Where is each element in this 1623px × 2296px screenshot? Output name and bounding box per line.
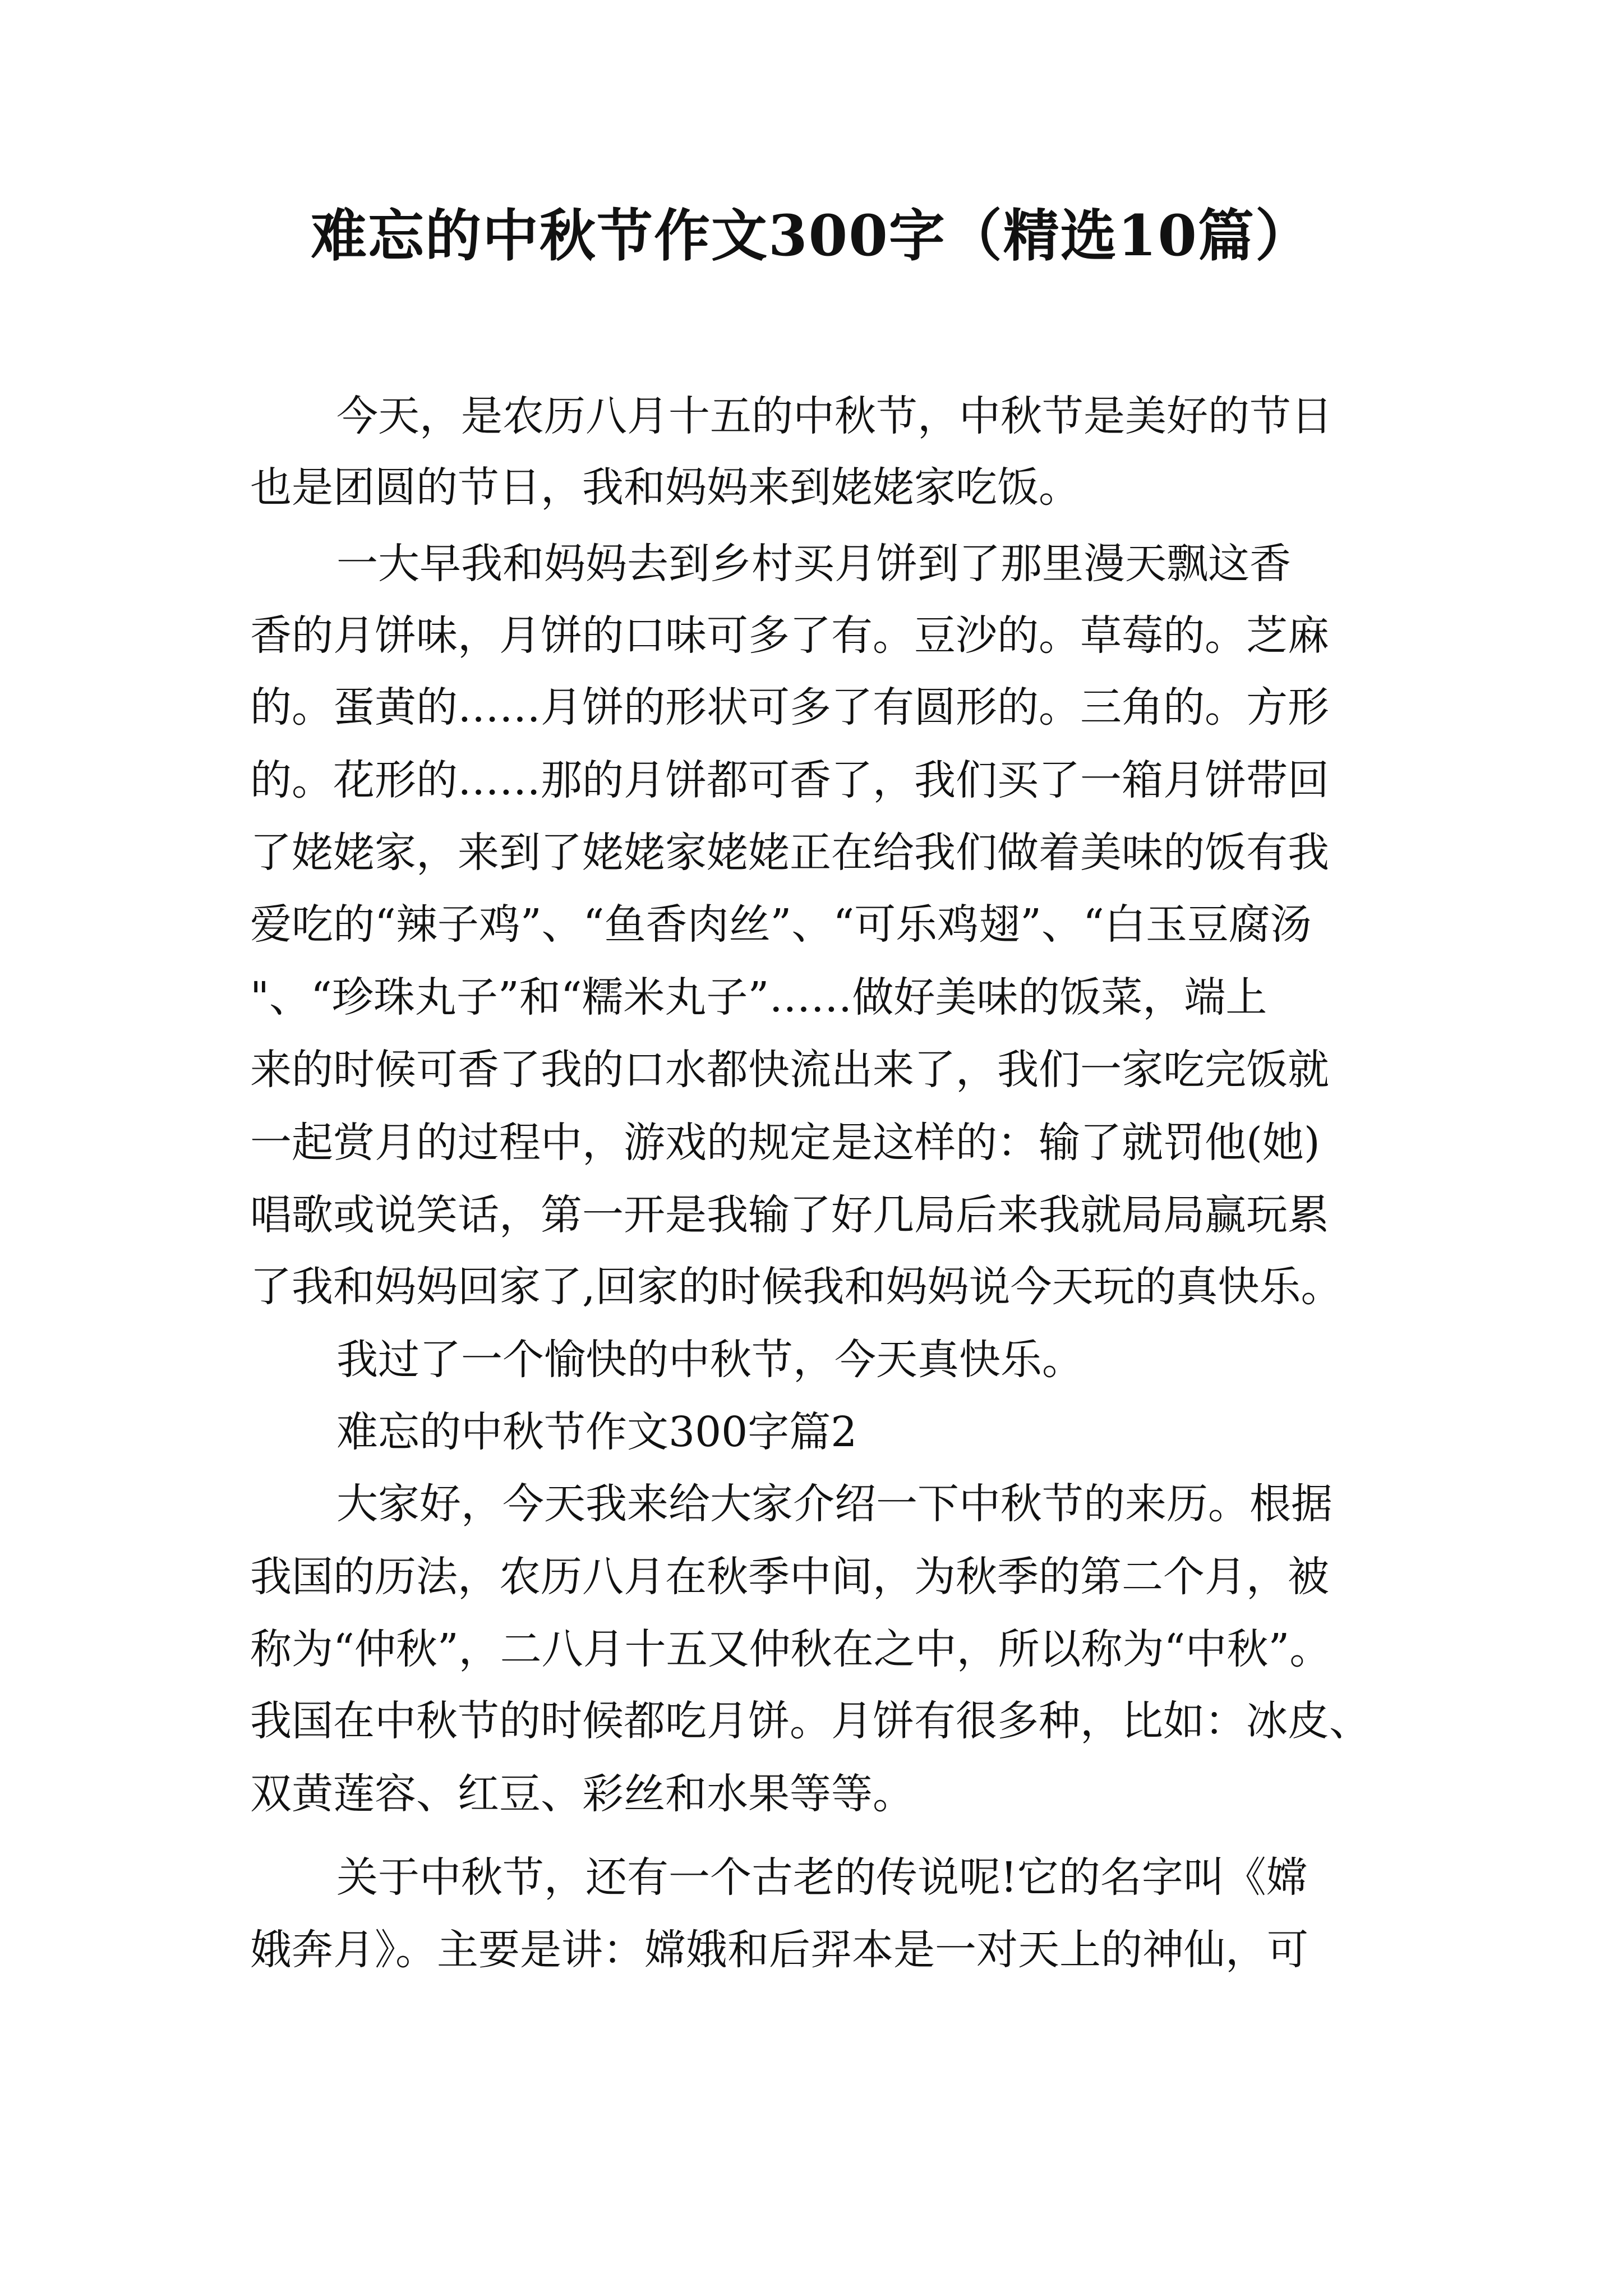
- text-line: 的。蛋黄的……月饼的形状可多了有圆形的。三角的。方形: [250, 683, 1329, 731]
- text-line: "、“珍珠丸子”和“糯米丸子”……做好美味的饭菜，端上: [250, 973, 1267, 1022]
- text-line: 我过了一个愉快的中秋节，今天真快乐。: [336, 1336, 1083, 1384]
- text-line: 娥奔月》。主要是讲：嫦娥和后羿本是一对天上的神仙，可: [250, 1926, 1308, 1974]
- text-line: 香的月饼味，月饼的口味可多了有。豆沙的。草莓的。芝麻: [250, 611, 1329, 660]
- text-line: 大家好，今天我来给大家介绍一下中秋节的来历。根据: [336, 1480, 1332, 1528]
- text-line: 我国在中秋节的时候都吃月饼。月饼有很多种，比如：冰皮、: [250, 1697, 1371, 1745]
- text-line: 今天，是农历八月十五的中秋节，中秋节是美好的节日: [336, 392, 1332, 440]
- text-line: 来的时候可香了我的口水都快流出来了，我们一家吃完饭就: [250, 1046, 1329, 1094]
- text-line: 双黄莲容、红豆、彩丝和水果等等。: [250, 1770, 914, 1818]
- text-line: 爱吃的“辣子鸡”、“鱼香肉丝”、“可乐鸡翅”、“白玉豆腐汤: [250, 900, 1312, 949]
- text-line: 我国的历法，农历八月在秋季中间，为秋季的第二个月，被: [250, 1553, 1329, 1601]
- text-line: 了姥姥家，来到了姥姥家姥姥正在给我们做着美味的饭有我: [250, 829, 1329, 877]
- text-line: 的。花形的……那的月饼都可香了，我们买了一箱月饼带回: [250, 756, 1329, 804]
- text-line: 一起赏月的过程中，游戏的规定是这样的：输了就罚他(她): [250, 1119, 1320, 1167]
- section-heading: 难忘的中秋节作文300字篇2: [336, 1408, 857, 1456]
- text-line: 一大早我和妈妈去到乡村买月饼到了那里漫天飘这香: [336, 540, 1291, 588]
- text-line: 唱歌或说笑话，第一开是我输了好几局后来我就局局赢玩累: [250, 1191, 1329, 1239]
- text-line: 称为“仲秋”，二八月十五又仲秋在之中，所以称为“中秋”。: [250, 1625, 1331, 1673]
- text-line: 也是团圆的节日，我和妈妈来到姥姥家吃饭。: [250, 463, 1080, 512]
- text-line: 了我和妈妈回家了,回家的时候我和妈妈说今天玩的真快乐。: [250, 1263, 1343, 1311]
- text-line: 关于中秋节，还有一个古老的传说呢!它的名字叫《嫦: [336, 1853, 1308, 1902]
- document-title: 难忘的中秋节作文300字（精选10篇）: [311, 203, 1312, 269]
